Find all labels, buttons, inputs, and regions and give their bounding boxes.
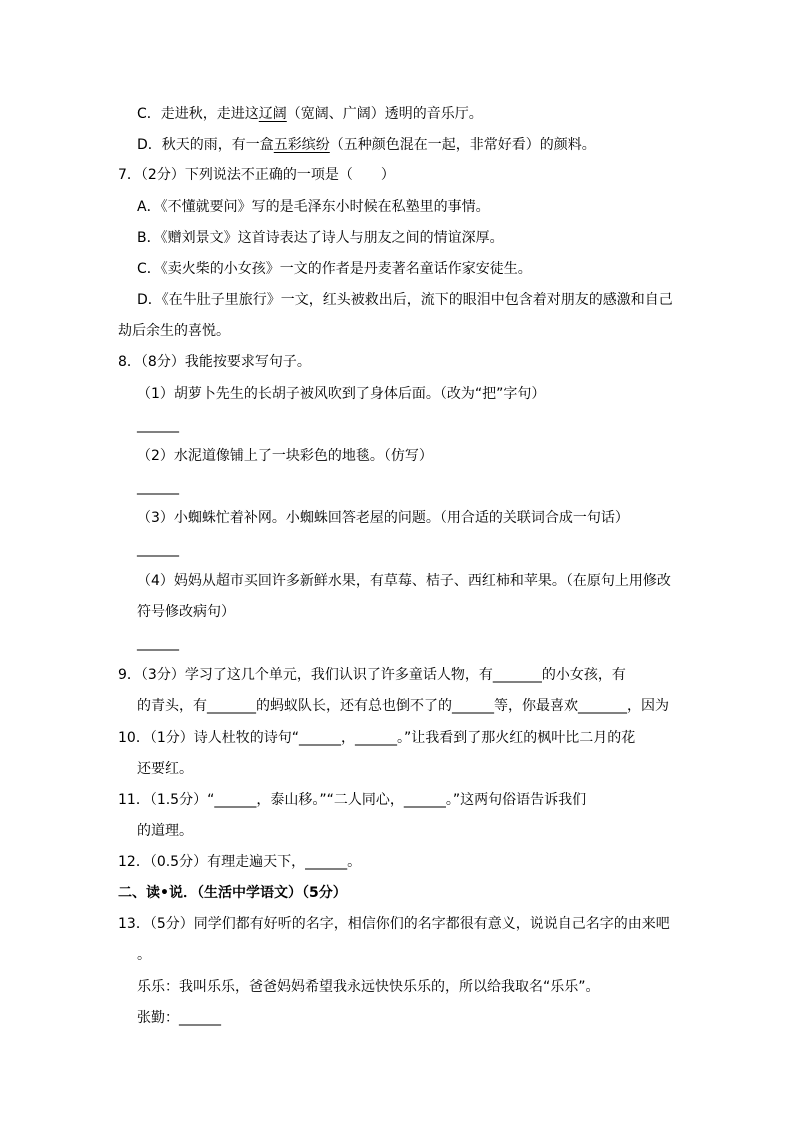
q6-option-d-post: （五种颜色混在一起，非常好看）的颜料。 [329, 137, 596, 153]
q6-option-d-pre: D．秋天的雨，有一盒 [137, 137, 274, 153]
q10-line2: 还要红。 [137, 761, 193, 777]
q7-option-a: A．《不懂就要问》写的是毛泽东小时候在私塾里的事情。 [137, 199, 490, 215]
q9-text-6: ，因为 [627, 698, 669, 714]
q11-blank-2[interactable]: ______ [403, 792, 446, 808]
q13-line2: 。 [137, 947, 151, 963]
q7-option-d-line1: D．《在牛肚子里旅行》一文，红头被救出后，流下的眼泪中包含着对朋友的感激和自己 [137, 292, 673, 308]
q12-blank[interactable]: ______ [305, 854, 348, 870]
q8-sentence-4-line2: 符号修改病句） [137, 604, 235, 620]
q6-option-c-post: （宽阔、广阔）透明的音乐厅。 [286, 106, 483, 122]
q11-text-2: ，泰山移。”“二人同心， [256, 792, 404, 808]
q11-text-3: 。”这两句俗语告诉我们 [445, 792, 587, 808]
q8-stem: 8．（8分）我能按要求写句子。 [118, 354, 311, 370]
q6-option-d [137, 136, 596, 154]
q7-option-b: B．《赠刘景文》这首诗表达了诗人与朋友之间的情谊深厚。 [137, 230, 504, 246]
q6-option-c-pre: C．走进秋，走进这 [137, 106, 259, 122]
q12-text-1: 12．（0.5分）有理走遍天下， [118, 854, 306, 870]
q10-blank-2[interactable]: ______ [354, 730, 397, 746]
q12-text-2: 。 [347, 854, 362, 870]
q8-answer-blank-3[interactable]: ______ [137, 541, 179, 557]
q9-line1 [118, 666, 626, 684]
q10-text-1: 10．（1分）诗人杜牧的诗句“ [118, 730, 299, 746]
q13-answer-blank[interactable]: ______ [179, 1010, 221, 1026]
q13-line1: 13．（5分）同学们都有好听的名字，相信你们的名字都很有意义，说说自己名字的由来吧 [118, 916, 670, 932]
q12-line [118, 853, 361, 871]
q9-text-5: 等，你最喜欢 [494, 698, 578, 714]
section-2-heading: 二、读•说．（生活中学语文）（5分） [118, 885, 347, 901]
q9-blank-2[interactable]: _______ [207, 698, 256, 714]
q13-zhangqin [137, 1009, 221, 1027]
q9-blank-3[interactable]: ______ [452, 698, 494, 714]
q10-blank-1[interactable]: ______ [298, 730, 341, 746]
q9-text-4: 的蚂蚁队长，还有总也倒不了的 [256, 698, 452, 714]
q6-option-d-word: 五彩缤纷 [273, 137, 330, 153]
q9-text-1: 9．（3分）学习了这几个单元，我们认识了许多童话人物，有 [118, 667, 493, 683]
q8-sentence-1: （1）胡萝卜先生的长胡子被风吹到了身体后面。（改为“把”字句） [137, 386, 546, 402]
q9-blank-1[interactable]: _______ [492, 667, 542, 683]
q8-answer-blank-4[interactable]: ______ [137, 635, 179, 651]
q9-line2 [137, 697, 669, 715]
q9-text-2: 的小女孩，有 [541, 667, 626, 683]
q7-option-c: C．《卖火柴的小女孩》一文的作者是丹麦著名童话作家安徒生。 [137, 261, 532, 277]
q11-text-1: 11．（1.5分）“ [118, 792, 215, 808]
q11-blank-1[interactable]: ______ [214, 792, 257, 808]
q13-lele-example: 乐乐：我叫乐乐，爸爸妈妈希望我永远快快乐乐的，所以给我取名“乐乐”。 [137, 979, 600, 995]
q9-blank-4[interactable]: _______ [578, 698, 627, 714]
q6-option-c-word: 辽阔 [258, 106, 287, 122]
q7-option-d-line2: 劫后余生的喜悦。 [118, 323, 230, 339]
q8-answer-blank-2[interactable]: ______ [137, 479, 179, 495]
q13-zhangqin-label: 张勤： [137, 1010, 179, 1026]
q10-line1 [118, 729, 635, 747]
q11-line1 [118, 791, 586, 809]
q8-answer-blank-1[interactable]: ______ [137, 417, 179, 433]
q7-stem: 7．（2分）下列说法不正确的一项是（ ） [118, 167, 395, 183]
q10-text-2: ， [340, 730, 355, 746]
q8-sentence-3: （3）小蜘蛛忙着补网。小蜘蛛回答老屋的问题。（用合适的关联词合成一句话） [137, 510, 629, 526]
q8-sentence-2: （2）水泥道像铺上了一块彩色的地毯。（仿写） [137, 448, 433, 464]
q8-sentence-4-line1: （4）妈妈从超市买回许多新鲜水果，有草莓、桔子、西红柿和苹果。（在原句上用修改 [137, 573, 671, 589]
q6-option-c [137, 105, 483, 123]
q9-text-3: 的青头，有 [137, 698, 207, 714]
q11-line2: 的道理。 [137, 823, 193, 839]
q10-text-3: 。”让我看到了那火红的枫叶比二月的花 [396, 730, 636, 746]
